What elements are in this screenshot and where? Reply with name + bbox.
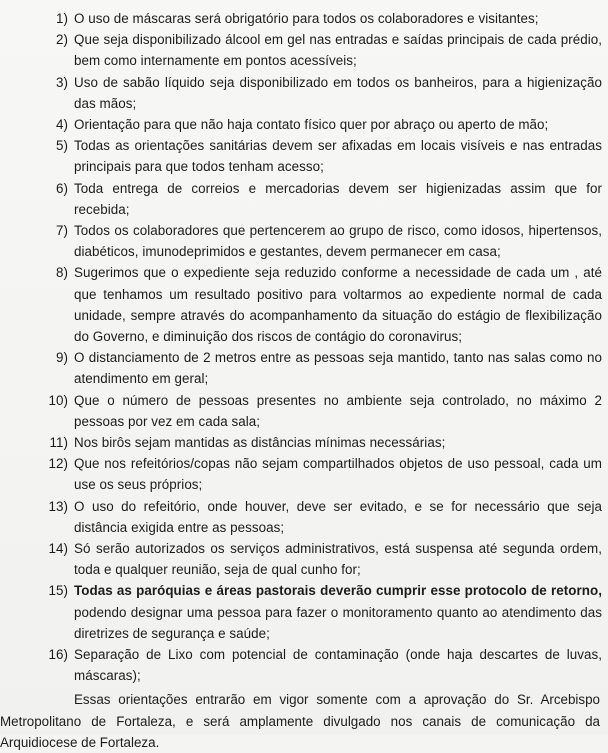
list-item bbox=[0, 8, 608, 29]
list-item bbox=[0, 178, 608, 220]
item-number: 4) bbox=[55, 117, 68, 133]
list-item bbox=[0, 496, 608, 538]
item-number: 16) bbox=[48, 647, 68, 663]
item-text: Uso de sabão líquido seja disponibilizado em todos os banheiros, para a higienização das mãos; bbox=[74, 74, 602, 111]
list-item bbox=[0, 538, 608, 580]
list-item bbox=[0, 72, 608, 114]
list-item bbox=[0, 262, 608, 347]
list-item bbox=[0, 135, 608, 177]
item-number: 5) bbox=[55, 138, 68, 154]
item-text: Que nos refeitórios/copas não sejam compartilhados objetos de uso pessoal, cada um use os seus próprios; bbox=[74, 456, 602, 493]
item-text: Orientação para que não haja contato físico quer por abraço ou aperto de mão; bbox=[74, 117, 549, 133]
guidelines-list bbox=[0, 8, 608, 687]
list-item bbox=[0, 114, 608, 135]
item-number: 7) bbox=[55, 223, 68, 239]
item-number: 15) bbox=[48, 583, 68, 599]
item-text: podendo designar uma pessoa para fazer o monitoramento quanto ao atendimento das diretrizes de segurança e saúde; bbox=[74, 604, 602, 641]
item-number: 13) bbox=[48, 498, 68, 514]
item-number: 8) bbox=[55, 265, 68, 281]
item-text: Só serão autorizados os serviços administrativos, está suspensa até segunda ordem, toda e qualquer reunião, seja de qual cunho for; bbox=[74, 541, 602, 578]
item-number: 12) bbox=[48, 456, 68, 472]
item-text: Todas as orientações sanitárias devem ser afixadas em locais visíveis e nas entradas principais para que todos tenham acesso; bbox=[74, 138, 602, 175]
list-item bbox=[0, 390, 608, 432]
item-text: Que seja disponibilizado álcool em gel nas entradas e saídas principais de cada prédio, bem como internamente em pontos acessíveis; bbox=[74, 32, 602, 69]
item-text: Sugerimos que o expediente seja reduzido conforme a necessidade de cada um , até que tenhamos um resultado positivo para voltarmos ao expediente normal de cada unidade, sempre através do acompanhamento da situação do estágio de flexibilização do Governo, e diminuição dos riscos de contágio do coronavirus; bbox=[74, 265, 602, 345]
item-number: 11) bbox=[49, 435, 68, 451]
list-item bbox=[0, 580, 608, 644]
item-number: 2) bbox=[55, 32, 68, 48]
item-number: 9) bbox=[55, 350, 68, 366]
item-number: 6) bbox=[55, 180, 68, 196]
item-text: Nos birôs sejam mantidas as distâncias mínimas necessárias; bbox=[74, 435, 446, 451]
item-text: O uso do refeitório, onde houver, deve ser evitado, e se for necessário que seja distância exigida entre as pessoas; bbox=[74, 498, 602, 535]
list-item bbox=[0, 432, 608, 453]
item-text: Separação de Lixo com potencial de contaminação (onde haja descartes de luvas, máscaras); bbox=[74, 647, 602, 684]
item-text: Toda entrega de correios e mercadorias devem ser higienizadas assim que for recebida; bbox=[74, 180, 602, 217]
item-text-bold: Todas as paróquias e áreas pastorais deverão cumprir esse protocolo de retorno, bbox=[74, 583, 602, 599]
list-item bbox=[0, 347, 608, 389]
item-text: Todos os colaboradores que pertencerem ao grupo de risco, como idosos, hipertensos, diabéticos, imunodeprimidos e gestantes, devem permanecer em casa; bbox=[74, 223, 602, 260]
item-text: O uso de máscaras será obrigatório para todos os colaboradores e visitantes; bbox=[74, 11, 539, 26]
list-item bbox=[0, 453, 608, 495]
list-item bbox=[0, 220, 608, 262]
item-number: 14) bbox=[48, 541, 68, 557]
item-number: 10) bbox=[48, 392, 68, 408]
list-item bbox=[0, 644, 608, 686]
item-number: 3) bbox=[55, 74, 68, 90]
item-text: Que o número de pessoas presentes no ambiente seja controlado, no máximo 2 pessoas por vez em cada sala; bbox=[74, 392, 602, 429]
item-text: O distanciamento de 2 metros entre as pessoas seja mantido, tanto nas salas como no atendimento em geral; bbox=[74, 350, 602, 387]
item-number: 1) bbox=[55, 11, 68, 26]
closing-paragraph: Essas orientações entrarão em vigor somente com a aprovação do Sr. Arcebispo Metropolitano de Fortaleza, e será amplamente divulgado nos canais de comunicação da Arquidiocese de Fortaleza. bbox=[0, 692, 600, 750]
list-item bbox=[0, 29, 608, 71]
